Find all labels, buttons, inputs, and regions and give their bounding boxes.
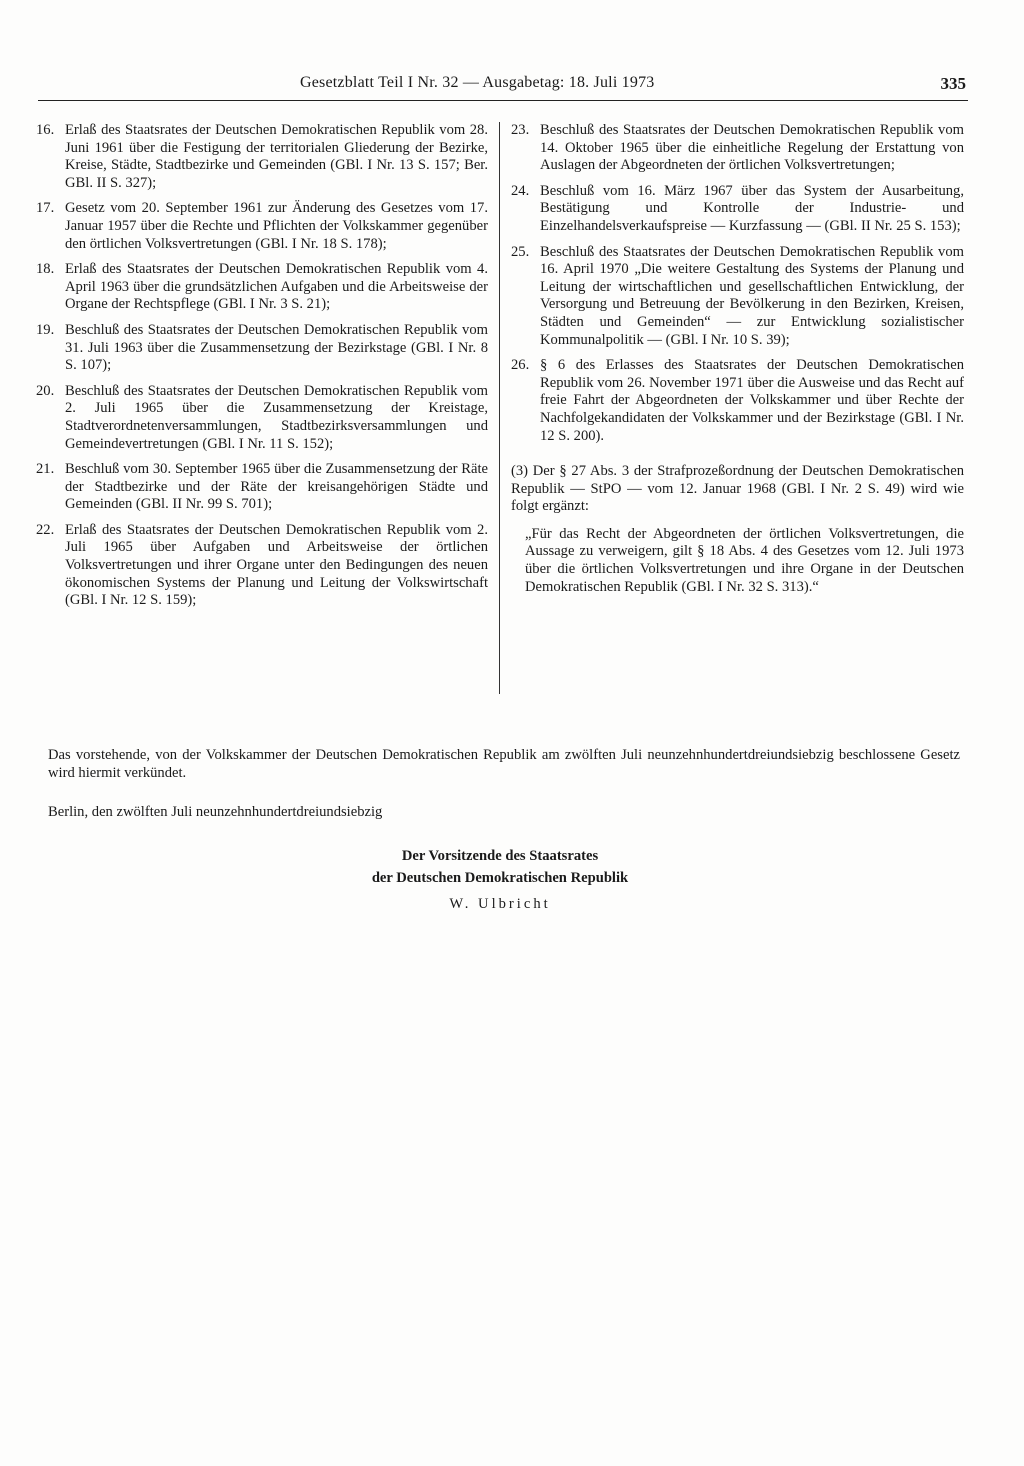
list-item [36,461,488,514]
item-text: Beschluß des Staatsrates der Deutschen Demokratischen Republik vom 31. Juli 1963 über die Zusammensetzung der Bezirkstage (GBl. I Nr. 8 S. 107); [65,321,488,374]
list-item [511,183,964,236]
list-item [36,322,488,375]
signatory-title: Der Vorsitzende des Staatsrates [401,848,599,864]
promulgation-text: Das vorstehende, von der Volkskammer der Deutschen Demokratischen Republik am zwölften Juli neunzehnhundertdreiundsiebzig beschlossene Gesetz wird hiermit verkündet. [48,747,960,781]
item-text: Erlaß des Staatsrates der Deutschen Demokratischen Republik vom 2. Juli 1965 über Aufgaben und Arbeitsweise der örtlichen Volksvertretungen und ihrer Organe unter den Bedingungen des neuen ökonomischen Systems der Planung und Leitung der Volkswirtschaft (GBl. I Nr. 12 S. 159); [65,521,488,609]
item-text: Beschluß des Staatsrates der Deutschen Demokratischen Republik vom 16. April 1970 „Die weitere Gestaltung des Systems der Planung und Leitung der wirtschaftlichen und gesellschaftlichen Entwicklung, der Versorgung und Betreuung der Bevölkerung in den Bezirken, Kreisen, Städten und Gemeinden“ — zur Entwicklung sozialistischer Kommunalpolitik — (GBl. I Nr. 10 S. 39); [540,243,964,348]
signature-block [300,845,700,915]
list-item [511,357,964,445]
page-header [38,74,968,101]
item-number: 20. [36,382,55,399]
item-text: Gesetz vom 20. September 1961 zur Änderung des Gesetzes vom 17. Januar 1957 über die Rechte und Pflichten der Volkskammer gegenüber den örtlichen Volksvertretungen (GBl. I Nr. 18 S. 178); [65,200,488,252]
signatory-institution: der Deutschen Demokratischen Republik [371,870,629,886]
item-number: 19. [36,321,55,338]
item-text: Beschluß vom 16. März 1967 über das System der Ausarbeitung, Bestätigung und Kontrolle der Industrie- und Einzelhandelsverkaufspreise — Kurzfassung — (GBl. II Nr. 25 S. 153); [540,182,964,234]
header-title: Gesetzblatt Teil I Nr. 32 — Ausgabetag: 18. Juli 1973 [300,74,655,91]
item-number: 24. [511,182,530,199]
list-item [36,261,488,314]
item-text: Erlaß des Staatsrates der Deutschen Demokratischen Republik vom 4. April 1963 über die grundsätzlichen Aufgaben und die Arbeitsweise der Organe der Rechtspflege (GBl. I Nr. 3 S. 21); [65,261,488,313]
item-text: Erlaß des Staatsrates der Deutschen Demokratischen Republik vom 28. Juni 1961 über die Festigung der territorialen Gliederung der Bezirke, Kreise, Städte, Stadtbezirke und Gemeinden (GBl. I Nr. 13 S. 157; Ber. GBl. II S. 327); [65,122,488,191]
place-date: Berlin, den zwölften Juli neunzehnhundertdreiundsiebzig [48,804,383,820]
item-number: 26. [511,357,530,374]
item-number: 17. [36,200,55,217]
item-text: Beschluß des Staatsrates der Deutschen Demokratischen Republik vom 2. Juli 1965 über die Zusammensetzung der Kreistage, Stadtverordnetenversammlungen, Stadtbezirksversammlungen und Gemeindevertretungen (GBl. I Nr. 11 S. 152); [65,382,488,452]
list-item [36,522,488,610]
list-item [511,244,964,350]
column-divider [499,122,500,694]
page-number: 335 [940,74,966,93]
list-item [36,200,488,253]
item-text: Beschluß vom 30. September 1965 über die Zusammensetzung der Räte der Stadtbezirke und der Räte der kreisangehörigen Städte und Gemeinden (GBl. II Nr. 99 S. 701); [65,461,488,513]
list-item [36,383,488,453]
amendment-paragraph: (3) Der § 27 Abs. 3 der Strafprozeßordnung der Deutschen Demokratischen Republik — StPO — vom 12. Januar 1968 (GBl. I Nr. 2 S. 49) wird wie folgt ergänzt: [511,463,964,515]
amendment-quote: „Für das Recht der Abgeordneten der örtlichen Volksvertretungen, die Aussage zu verweigern, gilt § 18 Abs. 4 des Gesetzes vom 12. Juli 1973 über die örtlichen Volksvertretungen und ihre Organe in der Deutschen Demokratischen Republik (GBl. I Nr. 32 S. 313).“ [525,525,964,595]
item-number: 22. [36,521,55,538]
item-number: 25. [511,243,530,260]
item-number: 18. [36,261,55,278]
item-number: 16. [36,122,55,138]
item-text: Beschluß des Staatsrates der Deutschen Demokratischen Republik vom 14. Oktober 1965 über die einheitliche Regelung der Erstattung von Auslagen der Abgeordneten der örtlichen Volksvertretungen; [540,122,964,174]
left-column [36,122,488,618]
signatory-name: W. Ulbricht [449,896,551,912]
item-number: 23. [511,122,530,138]
list-item [511,122,964,175]
item-number: 21. [36,461,55,478]
right-column [511,122,964,596]
item-text: § 6 des Erlasses des Staatsrates der Deutschen Demokratischen Republik vom 26. November 1971 über die Ausweise und das Recht auf freie Fahrt der Abgeordneten der Volkskammer und über Rechte der Nachfolgekandidaten der Volkskammer und der Bezirkstage (GBl. I Nr. 12 S. 200). [540,357,964,444]
list-item [36,122,488,192]
